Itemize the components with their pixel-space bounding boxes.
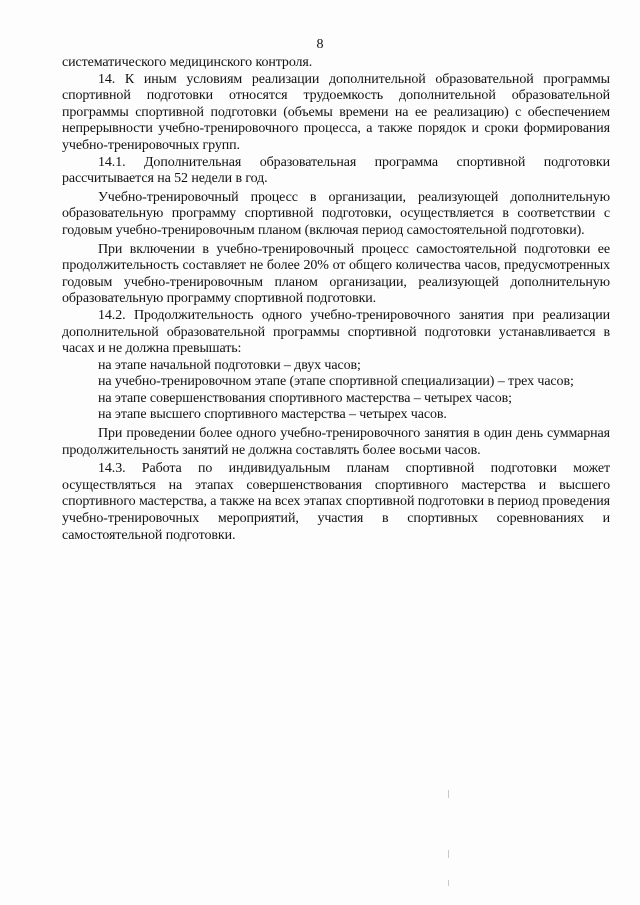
- list-item-improvement-stage: на этапе совершенствования спортивного мастерства – четырех часов;: [98, 390, 512, 406]
- paragraph-training-process: Учебно-тренировочный процесс в организации, реализующей дополнительную образовательную программу спортивной подготовки, осуществляется в соответствии с годовым учебно-тренировочным планом (включая период самостоятельной подготовки).: [62, 189, 610, 238]
- paragraph-self-training: При включении в учебно-тренировочный процесс самостоятельной подготовки ее продолжительность составляет не более 20% от общего количества часов, предусмотренных годовым учебно-тренировочным планом организации, реализующей дополнительную образовательную программу спортивной подготовки.: [62, 241, 610, 307]
- list-item-initial-stage: на этапе начальной подготовки – двух часов;: [98, 357, 361, 373]
- paragraph-continuation: систематического медицинского контроля.: [62, 55, 313, 70]
- paragraph-14-2: 14.2. Продолжительность одного учебно-тренировочного занятия при реализации дополнительной образовательной программы спортивной подготовки устанавливается в часах и не должна превышать:: [62, 307, 610, 357]
- scan-mark: [448, 850, 449, 858]
- paragraph-14-1: 14.1. Дополнительная образовательная программа спортивной подготовки рассчитывается на 52 недели в год.: [62, 154, 610, 187]
- paragraph-14: 14. К иным условиям реализации дополнительной образовательной программы спортивной подготовки относятся трудоемкость дополнительной образовательной программы спортивной подготовки (объемы времени на ее реализацию) с обеспечением непрерывности учебно-тренировочного процесса, а также порядок и сроки формирования учебно-тренировочных групп.: [62, 71, 610, 153]
- page-number: 8: [316, 37, 324, 52]
- scan-mark: [448, 880, 449, 886]
- list-item-training-stage: на учебно-тренировочном этапе (этапе спортивной специализации) – трех часов;: [98, 374, 574, 390]
- document-body: [62, 55, 610, 544]
- list-item-higher-stage: на этапе высшего спортивного мастерства – четырех часов.: [98, 407, 447, 423]
- paragraph-daily-limit: При проведении более одного учебно-тренировочного занятия в один день суммарная продолжительность занятий не должна составлять более восьми часов.: [62, 426, 610, 458]
- paragraph-14-3: 14.3. Работа по индивидуальным планам спортивной подготовки может осуществляться на этапах совершенствования спортивного мастерства и высшего спортивного мастерства, а также на всех этапах спортивной подготовки в период проведения учебно-тренировочных мероприятий, участия в спортивных соревнованиях и самостоятельной подготовки.: [62, 461, 610, 543]
- scan-mark: [448, 790, 449, 798]
